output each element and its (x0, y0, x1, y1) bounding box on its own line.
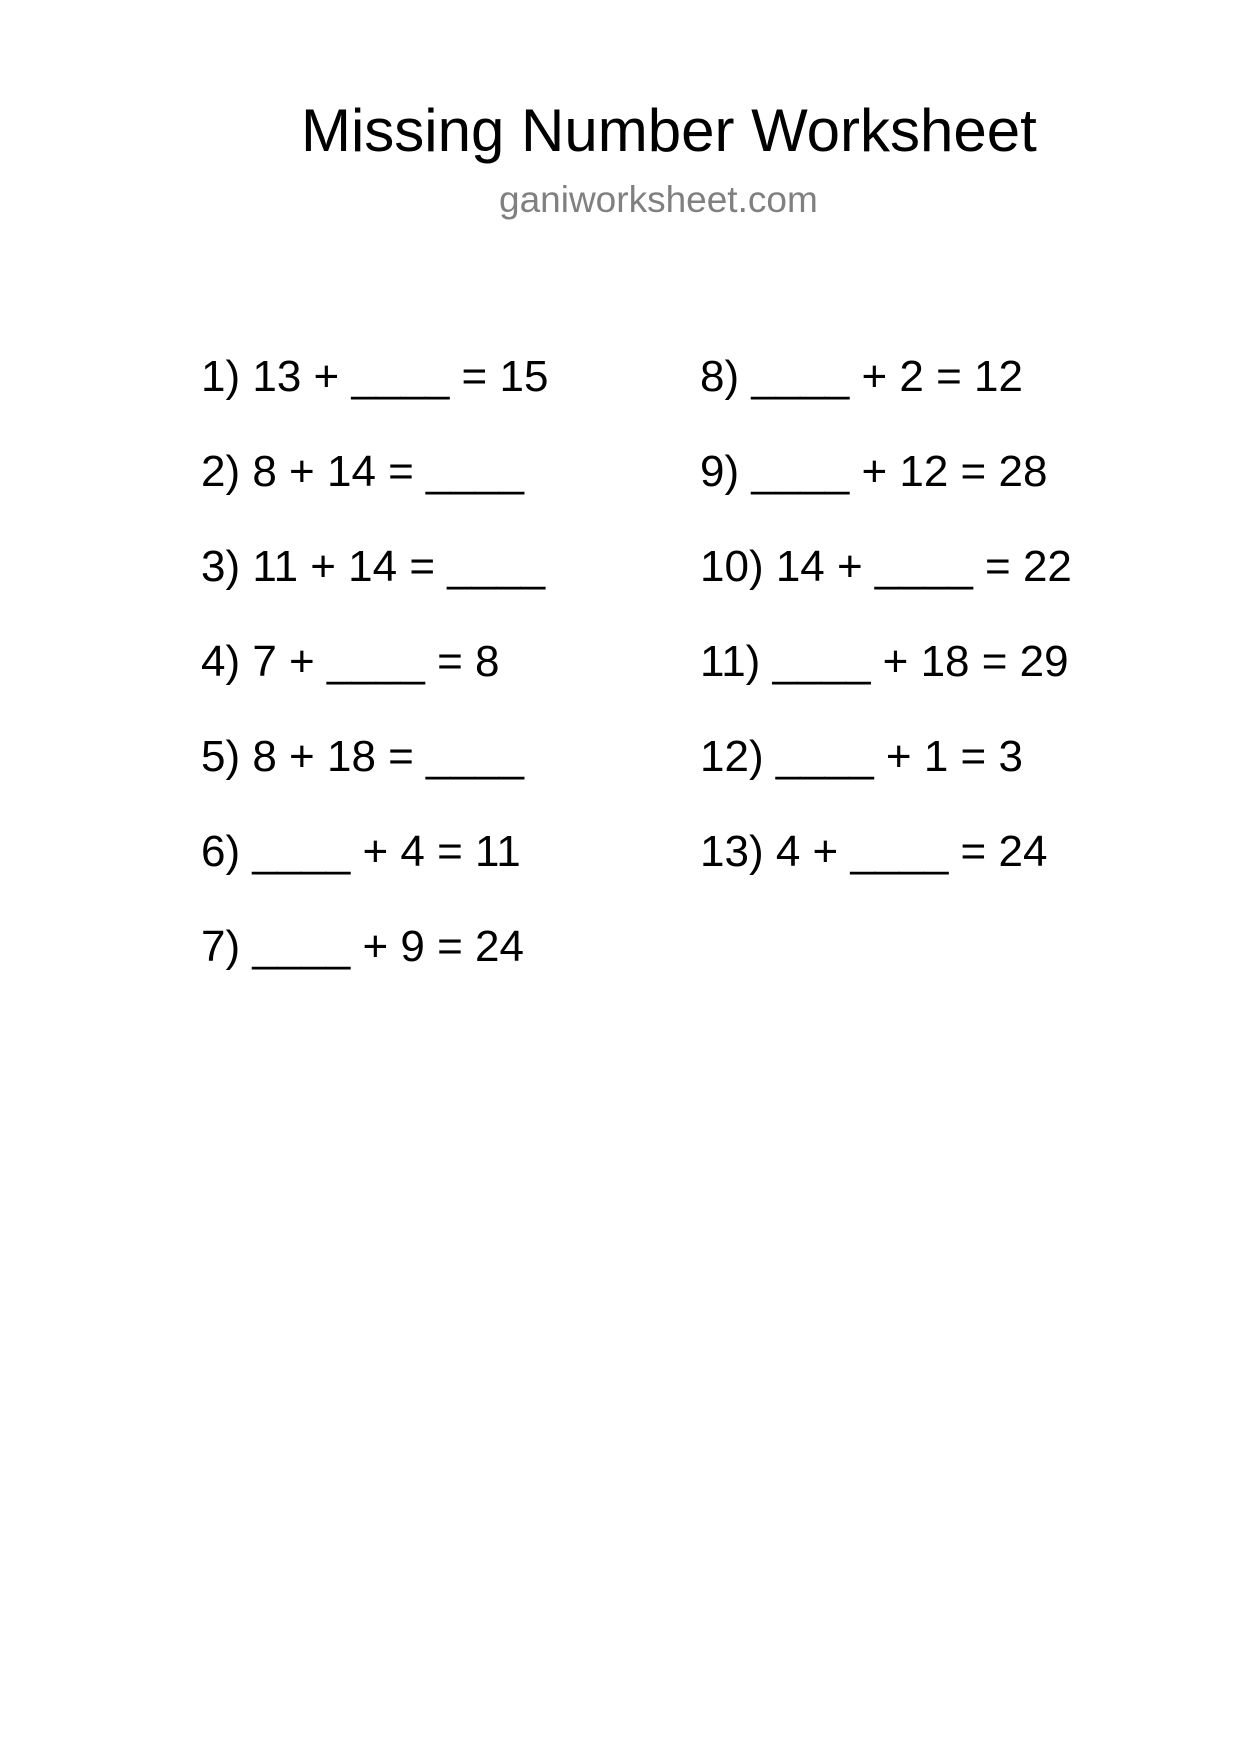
problem-6 (201, 827, 521, 877)
problem-expression: ____ + 4 = 11 (252, 827, 521, 876)
problem-number: 6) (201, 827, 241, 876)
problem-expression: ____ + 9 = 24 (252, 922, 524, 971)
problem-number: 2) (201, 447, 241, 496)
problem-expression: 8 + 14 = ____ (252, 447, 524, 496)
problem-number: 12) (700, 732, 764, 781)
problem-number: 3) (201, 542, 241, 591)
problem-5 (201, 732, 524, 782)
worksheet-title: Missing Number Worksheet (301, 97, 1037, 164)
problem-number: 9) (700, 447, 740, 496)
website-subtitle: ganiworksheet.com (499, 179, 818, 220)
problem-expression: 11 + 14 = ____ (252, 542, 546, 591)
problem-expression: ____ + 18 = 29 (772, 637, 1069, 686)
problem-13 (700, 827, 1047, 877)
problem-number: 10) (700, 542, 764, 591)
problem-number: 8) (700, 352, 740, 401)
problem-number: 5) (201, 732, 241, 781)
problem-expression: 13 + ____ = 15 (252, 352, 549, 401)
problem-9 (700, 447, 1047, 497)
problem-12 (700, 732, 1023, 782)
problem-number: 1) (201, 352, 241, 401)
problem-3 (201, 542, 545, 592)
problem-expression: ____ + 12 = 28 (751, 447, 1048, 496)
problem-expression: 14 + ____ = 22 (775, 542, 1072, 591)
problem-expression: 7 + ____ = 8 (252, 637, 500, 686)
problem-11 (700, 637, 1069, 687)
problem-8 (700, 352, 1023, 402)
problem-number: 7) (201, 922, 241, 971)
problem-4 (201, 637, 499, 687)
problem-number: 11) (700, 637, 761, 686)
problem-7 (201, 922, 524, 972)
problem-1 (201, 352, 548, 402)
problem-expression: 4 + ____ = 24 (775, 827, 1048, 876)
problem-10 (700, 542, 1072, 592)
problem-2 (201, 447, 524, 497)
problem-number: 13) (700, 827, 764, 876)
problem-expression: 8 + 18 = ____ (252, 732, 524, 781)
problem-expression: ____ + 2 = 12 (751, 352, 1023, 401)
problem-number: 4) (201, 637, 241, 686)
problem-expression: ____ + 1 = 3 (775, 732, 1023, 781)
